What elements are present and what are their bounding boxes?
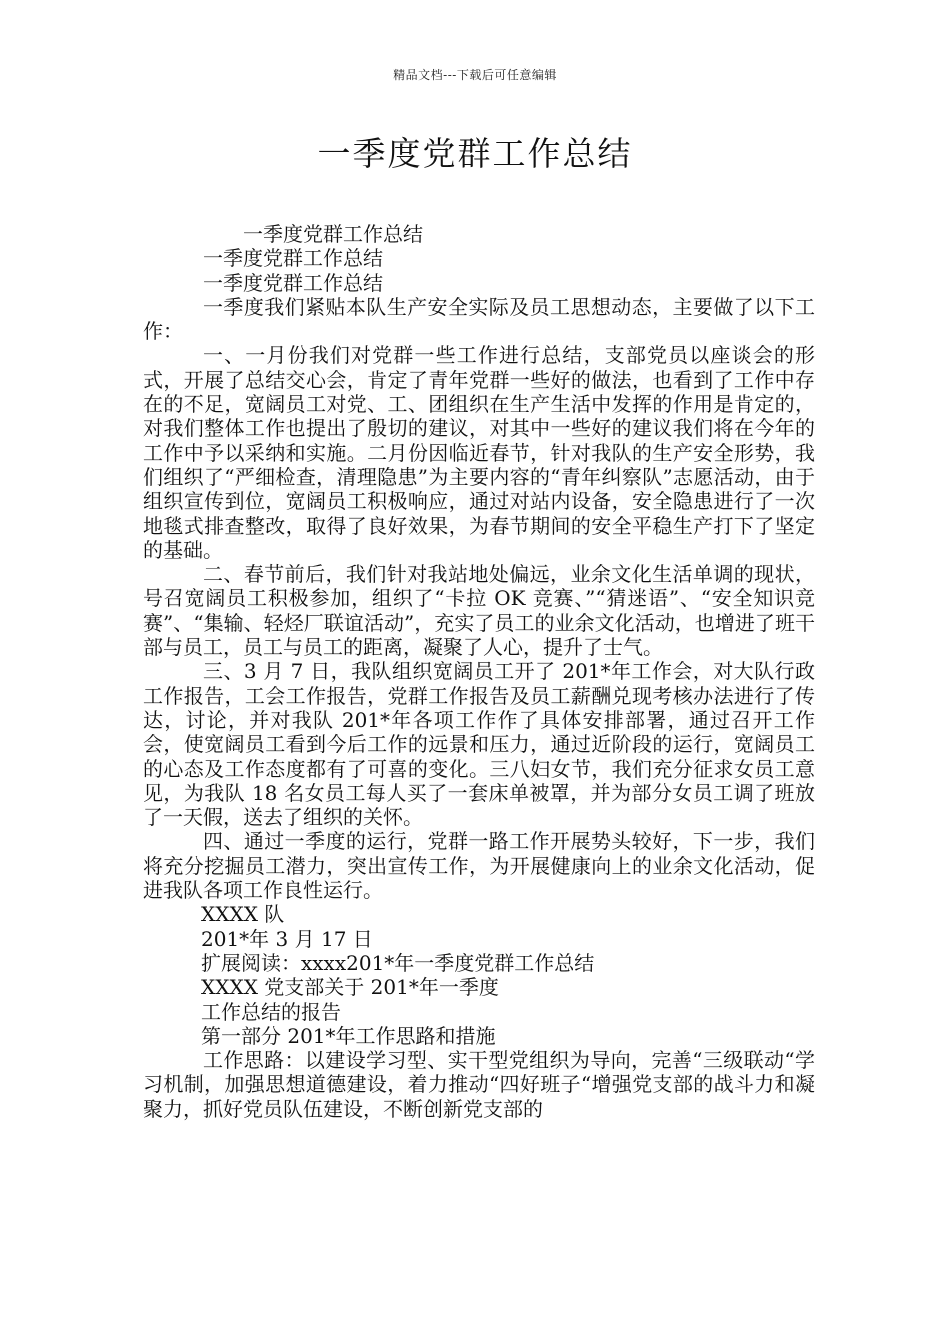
report-heading-line-1: XXXX 党支部关于 201*年一季度 (201, 975, 499, 1000)
intro-paragraph: 一季度我们紧贴本队生产安全实际及员工思想动态，主要做了以下工作： (143, 294, 815, 344)
signature-date: 201*年 3 月 17 日 (201, 926, 373, 951)
section-two-paragraph: 二、春节前后，我们针对我站地处偏远，业余文化生活单调的现状，号召宽阔员工积极参加，组织了“卡拉 OK 竞赛、”“猜迷语”、“安全知识竞赛”、“集输、轻烃厂联谊活动”，充实了员工的业余文化活动，也增进了班干部与员工，员工与员工的距离，凝聚了人心，提升了士气。 (143, 562, 815, 660)
section-four-paragraph: 四、通过一季度的运行，党群一路工作开展势头较好，下一步，我们将充分挖掘员工潜力，突出宣传工作，为开展健康向上的业余文化活动，促进我队各项工作良性运行。 (143, 829, 815, 903)
document-body (143, 222, 815, 1121)
body-subtitle-1: 一季度党群工作总结 (243, 222, 423, 246)
section-three-paragraph: 三、3 月 7 日，我队组织宽阔员工开了 201*年工作会，对大队行政工作报告，工会工作报告，党群工作报告及员工薪酬兑现考核办法进行了传达，讨论，并对我队 201*年各项工作作了具体安排部署，通过召开工作会，使宽阔员工看到今后工作的远景和压力，通过近阶段的运行，宽阔员工的心态及工作态度都有了可喜的变化。三八妇女节，我们充分征求女员工意见，为我队 18 名女员工每人买了一套床单被罩，并为部分女员工调了班放了一天假，送去了组织的关怀。 (143, 659, 815, 830)
part-one-heading: 第一部分 201*年工作思路和措施 (201, 1023, 496, 1048)
document-title: 一季度党群工作总结 (317, 134, 633, 173)
work-ideas-paragraph: 工作思路：以建设学习型、实干型党组织为导向，完善“三级联动“学习机制，加强思想道德建设，着力推动“四好班子“增强党支部的战斗力和凝聚力，抓好党员队伍建设，不断创新党支部的 (143, 1048, 815, 1121)
report-heading-line-2: 工作总结的报告 (201, 999, 341, 1024)
body-subtitle-2: 一季度党群工作总结 (203, 246, 383, 271)
signature-team: XXXX 队 (201, 902, 285, 927)
header-note: 精品文档---下载后可任意编辑 (393, 68, 557, 82)
section-one-paragraph: 一、一月份我们对党群一些工作进行总结，支部党员以座谈会的形式，开展了总结交心会，肯定了青年党群一些好的做法，也看到了工作中存在的不足，宽阔员工对党、工、团组织在生产生活中发挥的作用是肯定的，对我们整体工作也提出了殷切的建议，对其中一些好的建议我们将在今年的工作中予以采纳和实施。二月份因临近春节，针对我队的生产安全形势，我们组织了“严细检查，清理隐患”为主要内容的“青年纠察队”志愿活动，由于组织宣传到位，宽阔员工积极响应，通过对站内设备，安全隐患进行了一次地毯式排查整改，取得了良好效果，为春节期间的安全平稳生产打下了坚定的基础。 (143, 343, 815, 562)
extended-reading-heading: 扩展阅读：xxxx201*年一季度党群工作总结 (201, 950, 595, 975)
body-subtitle-3: 一季度党群工作总结 (203, 270, 383, 295)
